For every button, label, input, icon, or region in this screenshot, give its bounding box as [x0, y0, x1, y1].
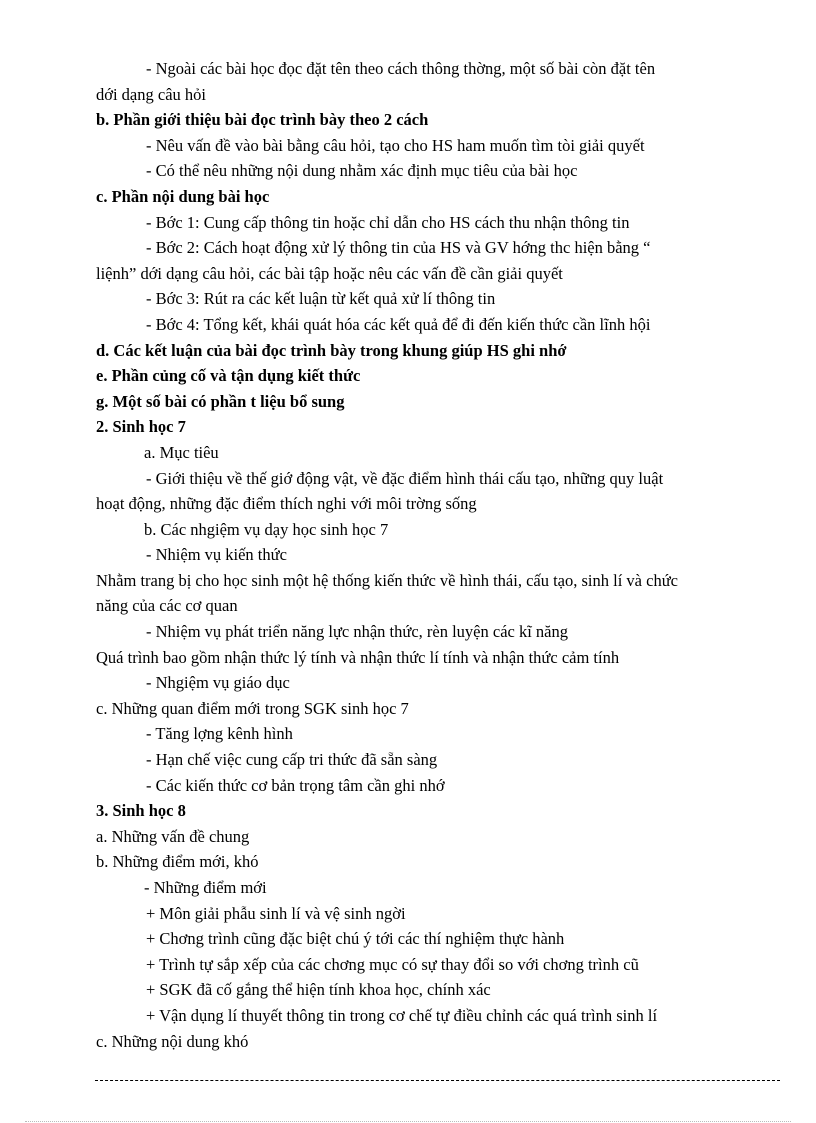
text-line: Nhằm trang bị cho học sinh một hệ thống kiến thức về hình thái, cấu tạo, sinh lí và chức [96, 570, 678, 590]
section-heading: d. Các kết luận của bài đọc trình bày trong khung giúp HS ghi nhớ [96, 340, 567, 360]
text-line: - Bớc 4: Tổng kết, khái quát hóa các kết quả để đi đến kiến thức cần lĩnh hội [146, 314, 651, 334]
text-line: - Nhiệm vụ kiến thức [146, 545, 287, 565]
text-line: - Nêu vấn đề vào bài bằng câu hỏi, tạo cho HS ham muốn tìm tòi giải quyết [146, 135, 645, 155]
text-line: + SGK đã cố gắng thể hiện tính khoa học, chính xác [146, 980, 491, 1000]
text-line: + Trình tự sắp xếp của các chơng mục có sự thay đổi so với chơng trình cũ [146, 954, 639, 974]
text-line: a. Mục tiêu [144, 442, 219, 462]
text-line: năng của các cơ quan [96, 596, 238, 616]
text-line: - Bớc 3: Rút ra các kết luận từ kết quả xử lí thông tin [146, 289, 496, 309]
text-line: dới dạng câu hỏi [96, 84, 206, 104]
text-line: hoạt động, những đặc điểm thích nghi với môi trờng sống [96, 494, 477, 514]
section-heading: b. Phần giới thiệu bài đọc trình bày theo 2 cách [96, 110, 429, 130]
document-page [96, 56, 786, 1054]
text-line: c. Những quan điểm mới trong SGK sinh học 7 [96, 698, 409, 718]
text-line: - Tăng lợng kênh hình [146, 724, 293, 744]
text-line: - Bớc 1: Cung cấp thông tin hoặc chỉ dẫn cho HS cách thu nhận thông tin [146, 212, 630, 232]
text-line: b. Những điểm mới, khó [96, 852, 259, 872]
text-line: + Vận dụng lí thuyết thông tin trong cơ chế tự điều chỉnh các quá trình sinh lí [146, 1005, 658, 1025]
section-heading: e. Phần củng cố và tận dụng kiết thức [96, 366, 361, 386]
text-line: + Môn giải phẫu sinh lí và vệ sinh ngời [146, 903, 406, 923]
text-line: - Ngoài các bài học đọc đặt tên theo cách thông thờng, một số bài còn đặt tên [146, 59, 656, 78]
section-heading: g. Một số bài có phần t liệu bổ sung [96, 391, 345, 411]
text-line: liệnh” dới dạng câu hỏi, các bài tập hoặc nêu các vấn đề cần giải quyết [96, 263, 563, 283]
text-line: - Những điểm mới [144, 878, 267, 897]
section-heading: 3. Sinh học 8 [96, 801, 186, 821]
text-line: - Hạn chế việc cung cấp tri thức đã sẵn sàng [146, 750, 438, 770]
page-edge-divider [25, 1121, 791, 1122]
section-heading: c. Phần nội dung bài học [96, 186, 270, 206]
text-line: + Chơng trình cũng đặc biệt chú ý tới các thí nghiệm thực hành [146, 929, 565, 949]
text-line: c. Những nội dung khó [96, 1031, 249, 1051]
text-line: Quá trình bao gồm nhận thức lý tính và nhận thức lí tính và nhận thức cảm tính [96, 647, 620, 667]
text-line: b. Các nhgiệm vụ dạy học sinh học 7 [144, 519, 389, 539]
text-line: - Các kiến thức cơ bản trọng tâm cần ghi nhớ [146, 775, 445, 795]
text-line: - Bớc 2: Cách hoạt động xử lý thông tin của HS và GV hớng thc hiện bằng “ [146, 238, 651, 258]
text-line: a. Những vấn đề chung [96, 826, 250, 846]
footer-divider [95, 1080, 780, 1081]
section-heading: 2. Sinh học 7 [96, 417, 186, 437]
text-line: - Có thể nêu những nội dung nhằm xác định mục tiêu của bài học [146, 161, 578, 181]
text-line: - Giới thiệu về thế giớ động vật, về đặc điểm hình thái cấu tạo, những quy luật [146, 468, 664, 488]
text-line: - Nhiệm vụ phát triển năng lực nhận thức, rèn luyện các kĩ năng [146, 622, 568, 642]
text-line: - Nhgiệm vụ giáo dục [146, 673, 290, 693]
